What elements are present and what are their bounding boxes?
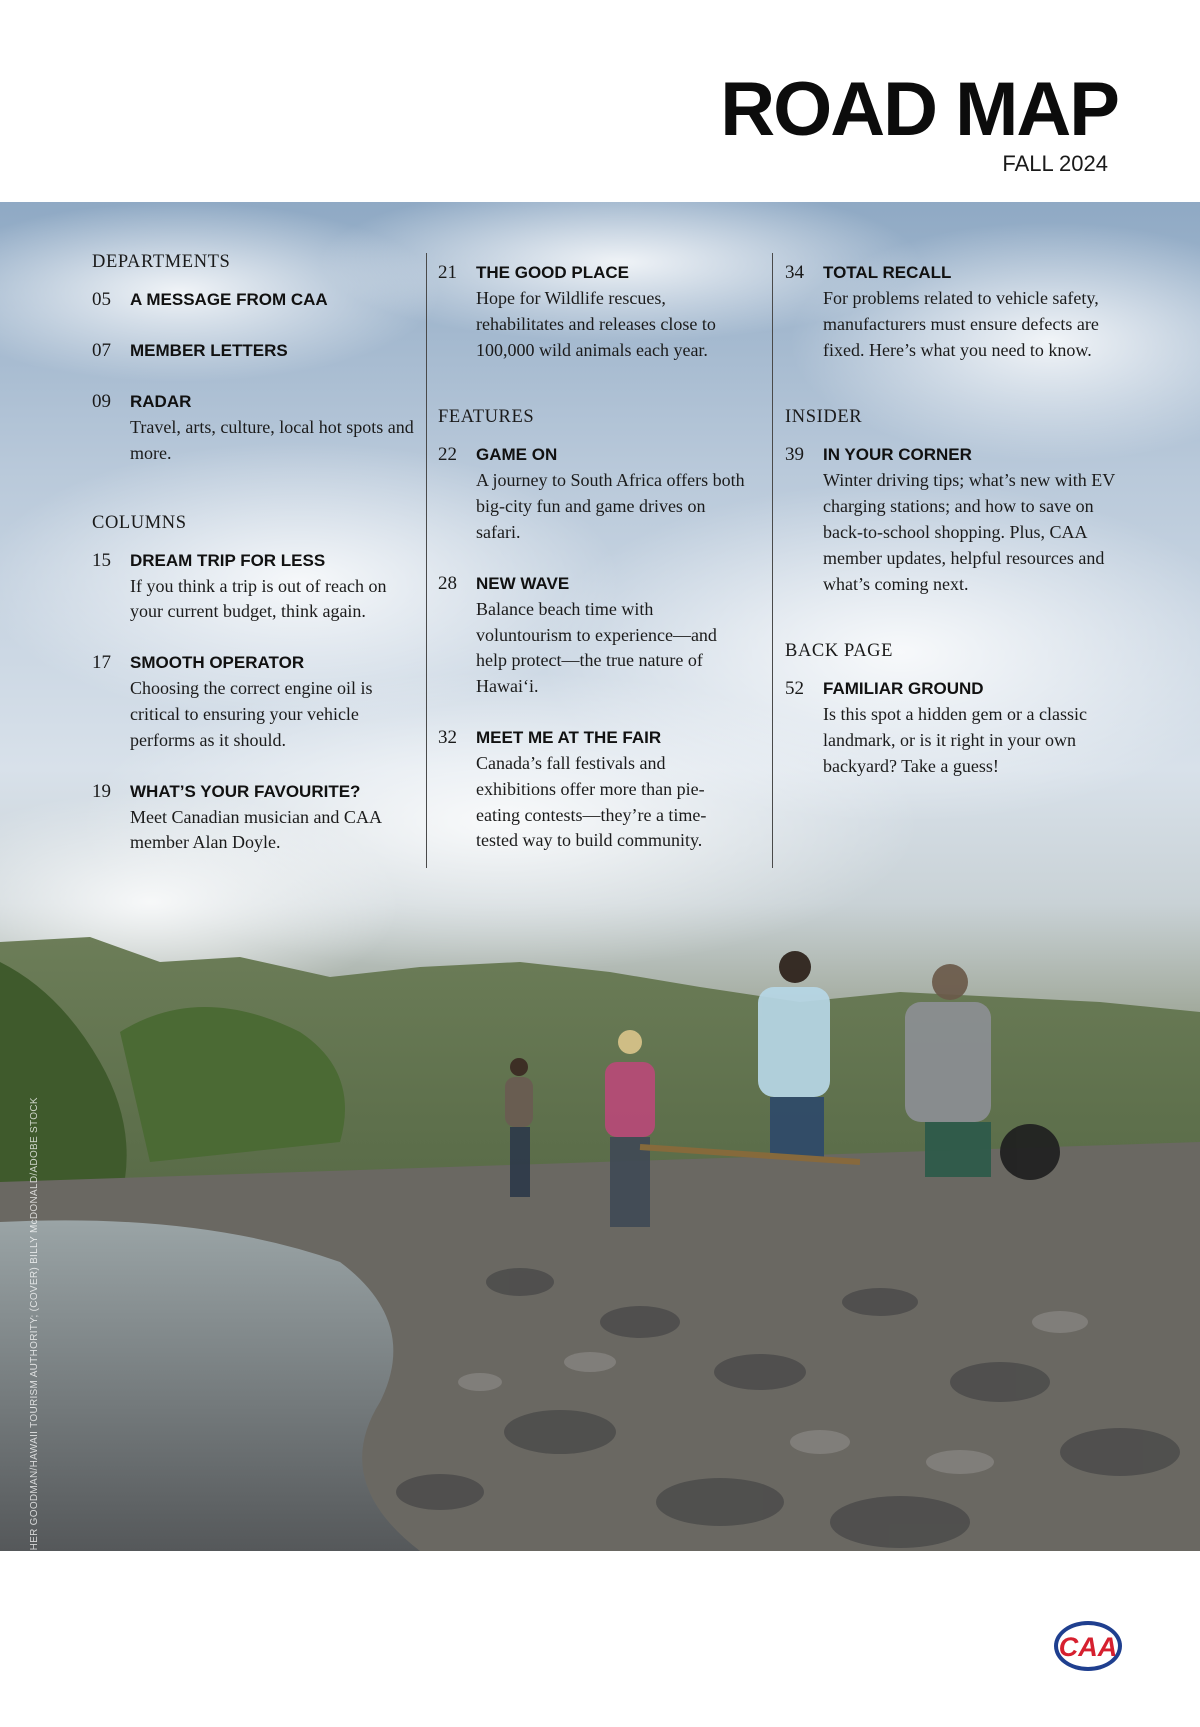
page-number: 39: [785, 444, 804, 466]
toc-entry[interactable]: [785, 676, 1125, 779]
toc-entry[interactable]: [92, 548, 422, 626]
entry-title: NEW WAVE: [476, 573, 570, 593]
page-number: 09: [92, 391, 111, 412]
toc-entry[interactable]: [438, 442, 748, 545]
entry-title: SMOOTH OPERATOR: [130, 653, 305, 673]
page-number: 34: [785, 262, 804, 283]
toc-column-3: [785, 260, 1125, 805]
svg-text:CAA: CAA: [1058, 1632, 1118, 1662]
toc-entry[interactable]: [92, 650, 422, 753]
entry-description: Balance beach time with voluntourism to experience—and help protect—the true nature of Hawai‘i.: [476, 598, 717, 697]
entry-description: A journey to South Africa offers both big-city fun and game drives on safari.: [476, 470, 745, 542]
column-divider: [426, 253, 427, 868]
entry-title: FAMILIAR GROUND: [823, 679, 984, 699]
toc-entry[interactable]: [438, 571, 748, 700]
entry-title: A MESSAGE FROM CAA: [130, 290, 328, 309]
section-heading: BACK PAGE: [785, 641, 894, 662]
page-number: 52: [785, 678, 804, 700]
page-number: 15: [92, 549, 111, 571]
page-number: 19: [92, 780, 111, 802]
entry-description: Meet Canadian musician and CAA member Alan Doyle.: [130, 806, 381, 853]
page-title: ROAD MAP: [720, 67, 1118, 152]
column-divider: [772, 253, 773, 868]
entry-description: Winter driving tips; what’s new with EV charging stations; and how to save on back-to-school shopping. Plus, CAA member updates, helpful resources and what’s coming next.: [823, 470, 1115, 594]
entry-title: RADAR: [130, 392, 192, 411]
entry-description: If you think a trip is out of reach on your current budget, think again.: [130, 575, 387, 622]
entry-title: MEMBER LETTERS: [130, 341, 288, 360]
toc-entry[interactable]: [438, 725, 748, 854]
page-number: 05: [92, 289, 111, 310]
caa-logo: [1050, 1617, 1126, 1675]
photo-credit: PHOTOGRAPHY (THIS PAGE) HEATHER GOODMAN/HAWAII TOURISM AUTHORITY; (COVER) BILLY McDONALD/ADOBE STOCK: [29, 1097, 40, 1727]
entry-title: TOTAL RECALL: [823, 263, 952, 282]
toc-entry[interactable]: [785, 260, 1125, 363]
entry-title: WHAT’S YOUR FAVOURITE?: [130, 781, 361, 801]
toc-entry[interactable]: [92, 287, 422, 313]
entry-title: DREAM TRIP FOR LESS: [130, 550, 326, 570]
section-heading: FEATURES: [438, 407, 535, 428]
entry-description: Choosing the correct engine oil is critical to ensuring your vehicle performs as it should.: [130, 678, 373, 750]
toc-entry[interactable]: [92, 389, 422, 467]
entry-title: IN YOUR CORNER: [823, 445, 972, 465]
section-heading: INSIDER: [785, 407, 863, 428]
entry-description: For problems related to vehicle safety, manufacturers must ensure defects are fixed. Here’s what you need to know.: [823, 288, 1099, 360]
page-number: 32: [438, 726, 457, 748]
entry-title: GAME ON: [476, 445, 558, 465]
page-number: 22: [438, 444, 457, 466]
page-number: 07: [92, 340, 111, 361]
entry-title: THE GOOD PLACE: [476, 263, 630, 282]
entry-description: Hope for Wildlife rescues, rehabilitates and releases close to 100,000 wild animals each year.: [476, 288, 716, 360]
page-header: [0, 0, 1200, 202]
toc-column-2: [438, 260, 748, 879]
page-number: 17: [92, 652, 111, 674]
section-heading: COLUMNS: [92, 512, 187, 533]
entry-description: Travel, arts, culture, local hot spots and more.: [130, 417, 414, 463]
entry-description: Canada’s fall festivals and exhibitions offer more than pie-eating contests—they’re a time-tested way to build community.: [476, 752, 707, 851]
entry-title: MEET ME AT THE FAIR: [476, 727, 662, 747]
page-number: 21: [438, 262, 457, 283]
toc-column-1: [92, 250, 422, 881]
entry-description: Is this spot a hidden gem or a classic landmark, or is it right in your own backyard? Take a guess!: [823, 704, 1087, 776]
page-number: 28: [438, 572, 457, 594]
issue-date: FALL 2024: [1002, 151, 1108, 176]
toc-entry[interactable]: [785, 442, 1125, 597]
toc-entry[interactable]: [92, 779, 422, 857]
toc-entry[interactable]: [92, 338, 422, 364]
section-heading: DEPARTMENTS: [92, 252, 231, 272]
toc-entry[interactable]: [438, 260, 748, 363]
